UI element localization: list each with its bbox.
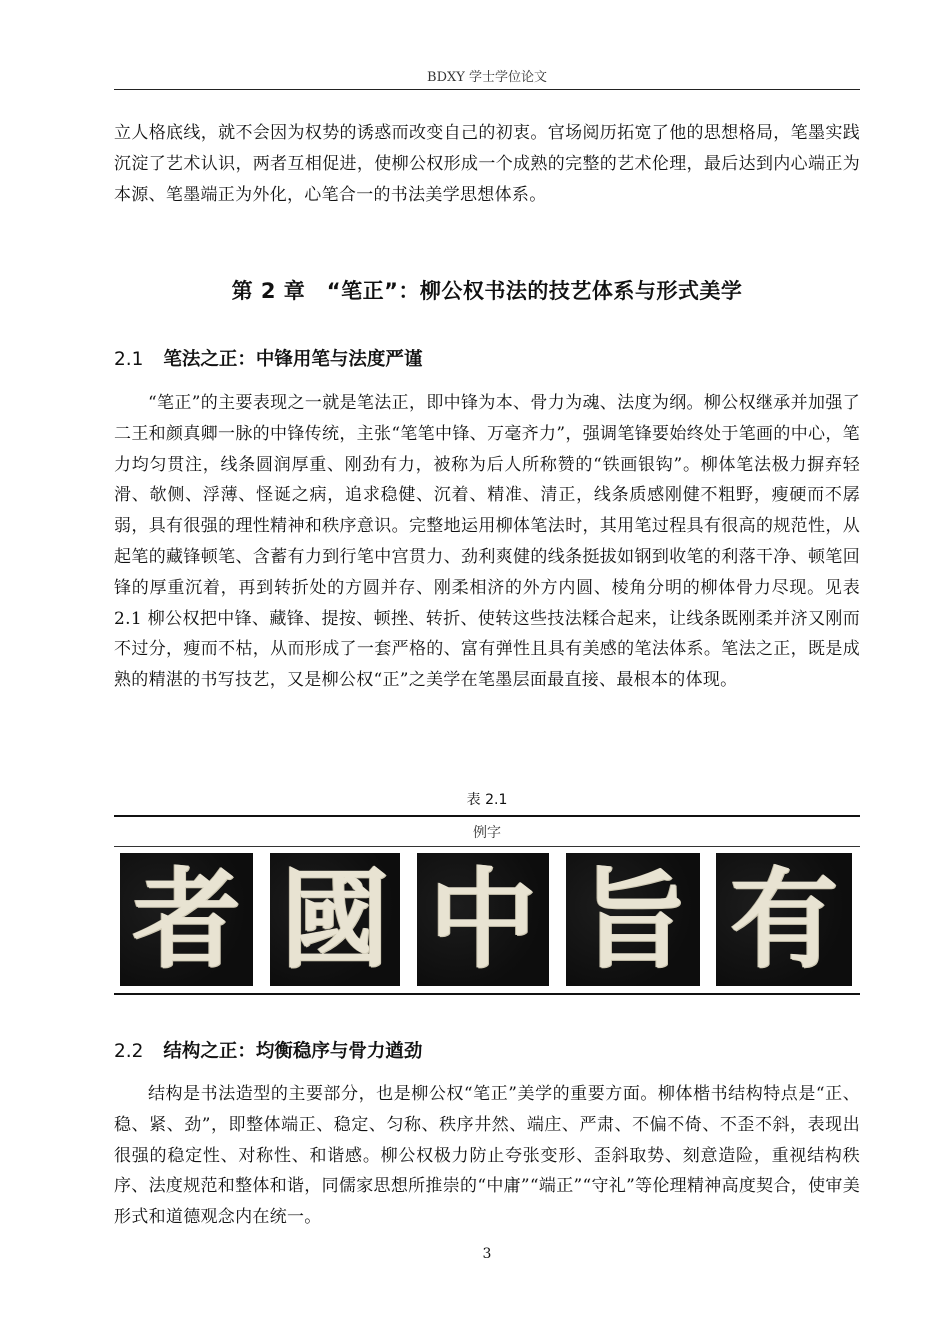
header-rule [114, 89, 860, 90]
calligraphy-glyph: 者 [132, 856, 241, 983]
table-caption: 表 2.1 [466, 792, 508, 808]
paragraph-structure: 结构是书法造型的主要部分，也是柳公权“笔正”美学的重要方面。柳体楷书结构特点是“正、稳、紧、劲”，即整体端正、稳定、匀称、秩序井然、端庄、严肃、不偏不倚、不歪不斜，表现出很强的稳定性、对称性、和谐感。柳公权极力防止夸张变形、歪斜取势、刻意造险，重视结构秩序、法度规范和整体和谐，同儒家思想所推崇的“中庸”“端正”“守礼”等伦理精神高度契合，使审美形式和道德观念内在统一。 [114, 1084, 860, 1228]
paragraph-intro-continuation: 立人格底线，就不会因为权势的诱惑而改变自己的初衷。官场阅历拓宽了他的思想格局，笔墨实践沉淀了艺术认识，两者互相促进，使柳公权形成一个成熟的完整的艺术伦理，最后达到内心端正为本源、笔墨端正为外化，心笔合一的书法美学思想体系。 [114, 123, 860, 205]
calligraphy-sample-5 [716, 853, 852, 986]
section-title: 笔法之正：中锋用笔与法度严谨 [163, 349, 423, 370]
calligraphy-glyph: 有 [729, 856, 838, 983]
section-title: 结构之正：均衡稳序与骨力遒劲 [163, 1041, 423, 1062]
paragraph-brushwork: “笔正”的主要表现之一就是笔法正，即中锋为本、骨力为魂、法度为纲。柳公权继承并加强了二王和颜真卿一脉的中锋传统，主张“笔笔中锋、万毫齐力”，强调笔锋要始终处于笔画的中心，笔力均匀贯注，线条圆润厚重、刚劲有力，被称为后人所称赞的“铁画银钩”。柳体笔法极力摒弃轻滑、欹侧、浮薄、怪诞之病，追求稳健、沉着、精准、清正，线条质感刚健不粗野，瘦硬而不孱弱，具有很强的理性精神和秩序意识。完整地运用柳体笔法时，其用笔过程具有很高的规范性，从起笔的藏锋顿笔、含蓄有力到行笔中宫贯力、劲利爽健的线条挺拔如钢到收笔的利落干净、顿笔回锋的厚重沉着，再到转折处的方圆并存、刚柔相济的外方内圆、棱角分明的柳体骨力尽现。见表 2.1 柳公权把中锋、藏锋、提按、顿挫、转折、使转这些技法糅合起来，让线条既刚柔并济又刚而不过分，瘦而不枯，从而形成了一套严格的、富有弹性且具有美感的笔法体系。笔法之正，既是成熟的精湛的书写技艺，又是柳公权“正”之美学在笔墨层面最直接、最根本的体现。 [114, 393, 860, 691]
page-header: BDXY 学士学位论文 [427, 70, 547, 85]
table-header-rule [114, 846, 860, 847]
calligraphy-glyph: 國 [280, 856, 389, 983]
calligraphy-sample-4 [566, 853, 700, 986]
section-heading-2-2 [114, 1037, 422, 1063]
section-number: 2.2 [114, 1041, 144, 1062]
calligraphy-sample-1 [120, 853, 253, 986]
section-number: 2.1 [114, 349, 144, 370]
table-column-header: 例字 [473, 825, 501, 841]
section-heading-2-1 [114, 345, 422, 371]
table-bottom-rule [114, 993, 860, 995]
calligraphy-sample-3 [417, 853, 549, 986]
calligraphy-glyph: 中 [428, 856, 537, 983]
calligraphy-sample-2 [270, 853, 400, 986]
calligraphy-glyph: 旨 [578, 856, 687, 983]
page-number: 3 [482, 1246, 492, 1262]
table-top-rule [114, 815, 860, 817]
chapter-title: 第 2 章 “笔正”：柳公权书法的技艺体系与形式美学 [231, 279, 743, 303]
